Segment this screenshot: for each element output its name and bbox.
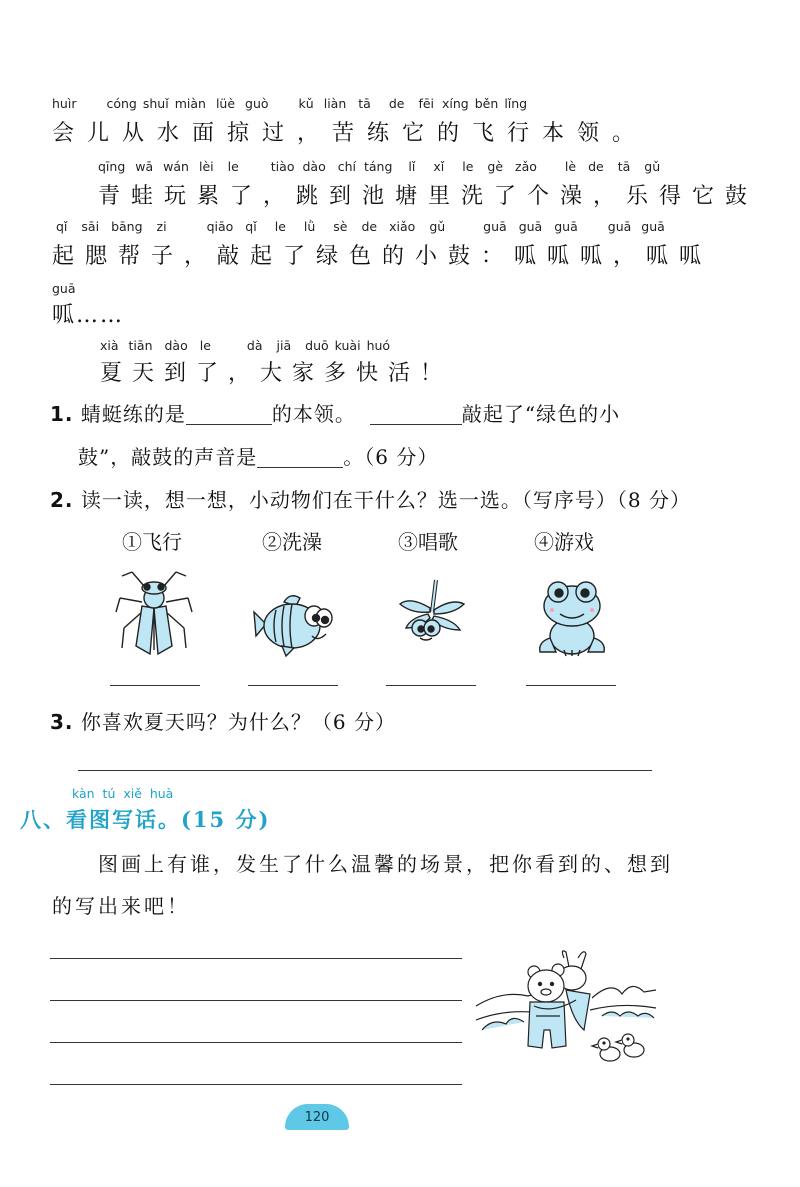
frog-illustration [536, 576, 608, 658]
option-play: ④游戏 [534, 530, 594, 554]
writing-line-4[interactable] [50, 1084, 462, 1085]
section-title: 八、看图写话。(15 分) [20, 807, 271, 832]
option-bathe: ②洗澡 [262, 530, 322, 554]
question-1: 1. 蜻蜓练的是 的本领。 敲起了“绿色的小 [50, 402, 621, 426]
answer-blank[interactable] [370, 404, 462, 425]
answer-blank[interactable] [257, 447, 343, 468]
poem-line-4: 呱…… [52, 303, 125, 328]
pinyin-line-1: huìr cóng shuǐ miàn lüè guò kǔ liàn tā de fēi xíng běn lǐng [52, 96, 528, 111]
pinyin-line-4: guā [52, 281, 76, 296]
question-1-continued: 鼓”，敲鼓的声音是 。（6 分） [78, 445, 439, 469]
option-fly: ①飞行 [122, 530, 182, 554]
pinyin-line-5: xià tiān dào le dà jiā duō kuài huó [100, 338, 391, 353]
dragonfly-illustration [396, 574, 468, 646]
answer-line-q3[interactable] [78, 770, 652, 771]
section-title-pinyin: kàn tú xiě huà [72, 786, 174, 801]
answer-line-frog[interactable] [526, 685, 616, 686]
writing-line-2[interactable] [50, 1000, 462, 1001]
poem-line-2: 青蛙玩累了，跳到池塘里洗了个澡，乐得它鼓 [98, 184, 759, 209]
question-number: 2. [50, 488, 74, 512]
hugging-animals-illustration [472, 950, 658, 1070]
poem-line-1: 会儿从水面掠过，苦练它的飞行本领。 [52, 121, 648, 146]
pinyin-line-3: qǐ sāi bāng zi qiāo qǐ le lǜ sè de xiǎo gǔ guā guā guā guā guā [56, 219, 665, 234]
page-number: 120 [285, 1104, 349, 1130]
question-number: 1. [50, 402, 74, 426]
answer-line-dragonfly[interactable] [386, 685, 476, 686]
question-2: 2. 读一读，想一想，小动物们在干什么？选一选。（写序号）（8 分） [50, 488, 691, 512]
answer-blank[interactable] [186, 404, 272, 425]
writing-line-3[interactable] [50, 1042, 462, 1043]
question-number: 3. [50, 710, 74, 734]
insect-illustration [114, 568, 194, 660]
fish-illustration [252, 590, 334, 658]
writing-line-1[interactable] [50, 958, 462, 959]
poem-line-3: 起腮帮子，敲起了绿色的小鼓：呱呱呱，呱呱 [52, 244, 713, 269]
poem-line-5: 夏天到了，大家多快活！ [100, 361, 453, 386]
pinyin-line-2: qīng wā wán lèi le tiào dào chí táng lǐ xǐ le gè zǎo lè de tā gǔ [98, 159, 661, 174]
answer-line-insect[interactable] [110, 685, 200, 686]
answer-line-fish[interactable] [248, 685, 338, 686]
option-sing: ③唱歌 [398, 530, 458, 554]
instruction-line-1: 图画上有谁，发生了什么温馨的场景，把你看到的、想到 [98, 852, 673, 876]
instruction-line-2: 的写出来吧！ [52, 894, 190, 918]
question-3: 3. 你喜欢夏天吗？为什么？（6 分） [50, 710, 396, 734]
